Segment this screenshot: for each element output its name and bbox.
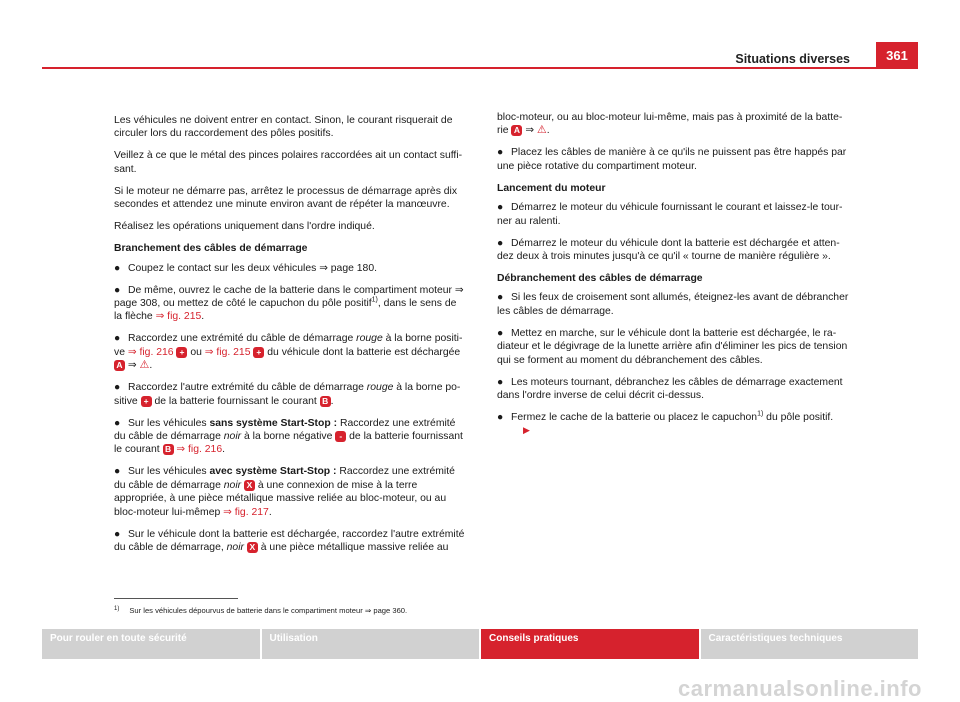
minus-terminal-tag: - bbox=[335, 431, 346, 442]
list-item: ● Raccordez une extrémité du câble de démarrage rouge à la borne positive ⇒ fig. 216 + ou ⇒ fig. 215 + du véhicule dont la batterie est déchargée A ⇒ ⚠. bbox=[114, 333, 463, 372]
figure-link[interactable]: ⇒ fig. 216 bbox=[127, 346, 174, 358]
footnote: $^{1)}$ Sur les véhicules dépourvus de batterie dans le compartiment moteur ⇒ page 360. bbox=[114, 606, 408, 615]
bullet-icon: ● bbox=[497, 327, 504, 339]
paragraph: bloc-moteur, ou au bloc-moteur lui-même, mais pas à proximité de la batterie A ⇒ ⚠. bbox=[497, 112, 843, 137]
paragraph: Les véhicules ne doivent entrer en contact. Sinon, le courant risquerait de circuler lors du raccordement des pôles positifs. bbox=[114, 115, 453, 140]
list-item: ● Sur le véhicule dont la batterie est déchargée, raccordez l'autre extrémité du câble de démarrage, noir X à une pièce métallique massive reliée au bbox=[114, 528, 465, 554]
right-column bbox=[497, 111, 849, 446]
footnote-mark: 1) bbox=[114, 606, 120, 612]
tag-a: A bbox=[511, 125, 522, 136]
page-link[interactable]: ⇒ page 360 bbox=[364, 606, 406, 615]
list-item: ● Démarrez le moteur du véhicule dont la batterie est déchargée et attendez deux à trois minutes jusqu'à ce qu'il « tourne de manière régulière ». bbox=[497, 237, 840, 263]
list-item: ● Placez les câbles de manière à ce qu'ils ne puissent pas être happés par une pièce rotative du compartiment moteur. bbox=[497, 147, 847, 172]
paragraph: Réalisez les opérations uniquement dans l'ordre indiqué. bbox=[114, 221, 375, 233]
bullet-icon: ● bbox=[497, 202, 504, 214]
list-item: ● Les moteurs tournant, débranchez les câbles de démarrage exactement dans l'ordre inverse de celui décrit ci-dessus. bbox=[497, 376, 843, 402]
tag-b: B bbox=[320, 396, 331, 407]
page-link[interactable]: ⇒ page 180 bbox=[319, 262, 375, 274]
paragraph: Si le moteur ne démarre pas, arrêtez le processus de démarrage après dix secondes et attendez une minute environ avant de répéter la manœuvre. bbox=[114, 185, 458, 211]
plus-terminal-tag: + bbox=[253, 347, 264, 358]
tab-usage[interactable]: Utilisation bbox=[262, 629, 480, 659]
bullet-icon: ● bbox=[114, 466, 121, 478]
figure-link[interactable]: ⇒ fig. 215 bbox=[155, 311, 202, 323]
tag-a: A bbox=[114, 360, 125, 371]
bullet-icon: ● bbox=[114, 417, 121, 429]
plus-terminal-tag: + bbox=[176, 347, 187, 358]
continue-arrow-icon: ▶ bbox=[523, 425, 530, 436]
list-item: ● Si les feux de croisement sont allumés, éteignez-les avant de débrancher les câbles de démarrage. bbox=[497, 292, 849, 317]
list-item: ● Sur les véhicules sans système Start-Stop : Raccordez une extrémité du câble de démarrage noir à la borne négative - de la batterie fournissant le courant B ⇒ fig. 216. bbox=[114, 417, 463, 456]
list-item: ● De même, ouvrez le cache de la batterie dans le compartiment moteur ⇒ page 308, ou mettez de côté le capuchon du pôle positif$^{1)}$, dans le sens de la flèche ⇒ fig. 215. bbox=[114, 284, 464, 323]
bullet-icon: ● bbox=[497, 376, 504, 388]
section-heading: Débranchement des câbles de démarrage bbox=[497, 273, 703, 285]
section-heading: Branchement des câbles de démarrage bbox=[114, 243, 308, 255]
list-item: ● Démarrez le moteur du véhicule fournissant le courant et laissez-le tourner au ralenti. bbox=[497, 202, 843, 227]
warning-icon[interactable]: ⚠ bbox=[139, 359, 150, 372]
page-header-title: Situations diverses bbox=[735, 52, 850, 66]
page-number-badge: 361 bbox=[876, 42, 918, 68]
footnote-rule bbox=[114, 598, 238, 599]
footnote-ref[interactable]: 1) bbox=[757, 410, 764, 418]
tab-practical-tips[interactable]: Conseils pratiques bbox=[481, 629, 699, 659]
left-column bbox=[114, 114, 466, 563]
bullet-icon: ● bbox=[114, 528, 121, 540]
bullet-icon: ● bbox=[497, 237, 504, 249]
list-item: ● Mettez en marche, sur le véhicule dont la batterie est déchargée, le radiateur et le dégivrage de la lunette arrière afin d'éliminer les pics de tension qui se forment au moment du débranchement des câbles. bbox=[497, 327, 848, 366]
list-item: ● Fermez le cache de la batterie ou placez le capuchon$^{1)}$ du pôle positif.▶ bbox=[497, 411, 849, 438]
tag-x: X bbox=[247, 542, 258, 553]
header-rule bbox=[42, 67, 918, 69]
plus-terminal-tag: + bbox=[141, 396, 152, 407]
bullet-icon: ● bbox=[114, 262, 121, 274]
bullet-icon: ● bbox=[114, 284, 121, 296]
bullet-icon: ● bbox=[114, 382, 121, 394]
list-item: ● Coupez le contact sur les deux véhicules ⇒ page 180. bbox=[114, 262, 378, 274]
list-item: ● Sur les véhicules avec système Start-Stop : Raccordez une extrémité du câble de démarrage noir X à une connexion de mise à la terre appropriée, à une pièce métallique massive reliée au bloc-moteur, ou au bloc-moteur lui-mêmep ⇒ fig. 217. bbox=[114, 466, 455, 518]
bullet-icon: ● bbox=[497, 412, 504, 424]
bullet-icon: ● bbox=[114, 333, 121, 345]
figure-link[interactable]: ⇒ fig. 215 bbox=[204, 346, 251, 358]
list-item: ● Raccordez l'autre extrémité du câble de démarrage rouge à la borne positive + de la batterie fournissant le courant B . bbox=[114, 382, 461, 407]
paragraph: Veillez à ce que le métal des pinces polaires raccordées ait un contact suffisant. bbox=[114, 150, 463, 175]
tag-x: X bbox=[244, 480, 255, 491]
section-heading: Lancement du moteur bbox=[497, 182, 606, 194]
footer-nav bbox=[42, 629, 918, 659]
figure-link[interactable]: ⇒ fig. 217 bbox=[223, 506, 269, 518]
figure-link[interactable]: ⇒ fig. 216 bbox=[176, 444, 223, 456]
tab-technical-specs[interactable]: Caractéristiques techniques bbox=[701, 629, 919, 659]
page-link[interactable]: ⇒ page 308 bbox=[114, 284, 464, 310]
warning-icon[interactable]: ⚠ bbox=[536, 124, 547, 137]
watermark: carmanualsonline.info bbox=[678, 676, 922, 701]
bullet-icon: ● bbox=[497, 147, 504, 159]
footnote-ref[interactable]: 1) bbox=[371, 296, 378, 304]
tag-b: B bbox=[163, 444, 174, 455]
bullet-icon: ● bbox=[497, 292, 504, 304]
tab-safety[interactable]: Pour rouler en toute sécurité bbox=[42, 629, 260, 659]
